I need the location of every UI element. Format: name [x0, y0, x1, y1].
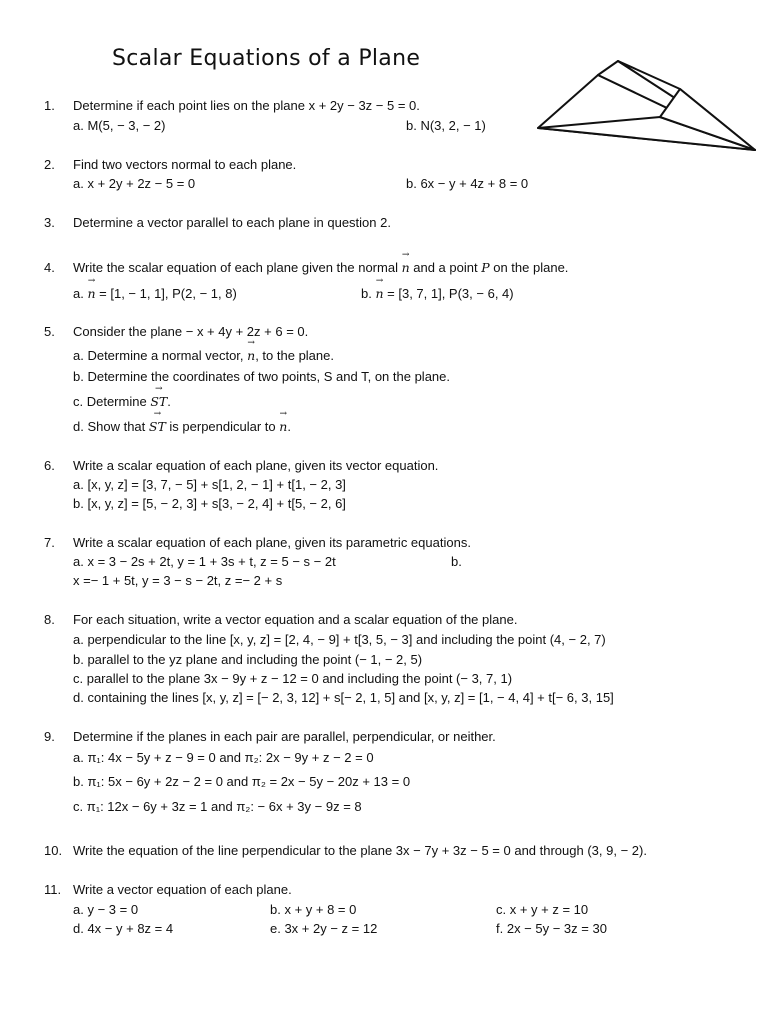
question-2a: a. x + 2y + 2z − 5 = 0	[73, 176, 196, 191]
question-6b: b. [x, y, z] = [5, − 2, 3] + s[3, − 2, 4] + t[5, − 2, 6]	[73, 496, 346, 511]
question-number: 10.	[44, 843, 63, 858]
question-number: 11.	[44, 882, 62, 897]
question-11d: d. 4x − y + 8z = 4	[73, 921, 174, 936]
question-2-text: Find two vectors normal to each plane.	[73, 157, 297, 172]
question-11e: e. 3x + 2y − z = 12	[270, 921, 378, 936]
question-9-text: Determine if the planes in each pair are parallel, perpendicular, or neither.	[73, 729, 496, 744]
question-9c: c. π₁: 12x − 6y + 3z = 1 and π₂: − 6x + 3y − 9z = 8	[73, 799, 362, 814]
question-9b: b. π₁: 5x − 6y + 2z − 2 = 0 and π₂ = 2x − 5y − 20z + 13 = 0	[73, 774, 411, 789]
question-5-text: Consider the plane − x + 4y + 2z + 6 = 0.	[73, 324, 309, 339]
question-number: 7.	[44, 535, 55, 550]
question-10-text: Write the equation of the line perpendicular to the plane 3x − 7y + 3z − 5 = 0 and through (3, 9, − 2).	[73, 843, 647, 858]
question-number: 2.	[44, 157, 55, 172]
question-8d: d. containing the lines [x, y, z] = [− 2, 3, 12] + s[− 2, 1, 5] and [x, y, z] = [1, − 4, 4] + t[− 6, 3, 15]	[73, 690, 614, 705]
question-number: 9.	[44, 729, 55, 744]
question-5c: c. Determine → ST.	[73, 394, 171, 410]
question-6-text: Write a scalar equation of each plane, given its vector equation.	[73, 458, 439, 473]
question-3-text: Determine a vector parallel to each plane in question 2.	[73, 215, 391, 230]
question-7b: x =− 1 + 5t, y = 3 − s − 2t, z =− 2 + s	[73, 573, 283, 588]
question-7a: a. x = 3 − 2s + 2t, y = 1 + 3s + t, z = 5 − s − 2t	[73, 554, 336, 569]
page-title: Scalar Equations of a Plane	[112, 46, 421, 71]
question-4-text: Write the scalar equation of each plane given the normal → n and a point P on the plane.	[73, 260, 568, 276]
normal-vector-symbol: → n	[402, 260, 410, 276]
question-6a: a. [x, y, z] = [3, 7, − 5] + s[1, 2, − 1] + t[1, − 2, 3]	[73, 477, 346, 492]
question-5d: d. Show that → ST is perpendicular to → n.	[73, 419, 291, 435]
question-11c: c. x + y + z = 10	[496, 902, 589, 917]
question-number: 1.	[44, 98, 55, 113]
question-5a: a. Determine a normal vector, → n, to the plane.	[73, 348, 334, 364]
question-5b: b. Determine the coordinates of two points, S and T, on the plane.	[73, 369, 450, 384]
question-7b-label: b.	[451, 554, 462, 569]
question-8a: a. perpendicular to the line [x, y, z] = [2, 4, − 9] + t[3, 5, − 3] and including the point (4, − 2, 7)	[73, 632, 606, 647]
question-number: 3.	[44, 215, 55, 230]
question-7-text: Write a scalar equation of each plane, given its parametric equations.	[73, 535, 471, 550]
question-1b: b. N(3, 2, − 1)	[406, 118, 486, 133]
question-8c: c. parallel to the plane 3x − 9y + z − 12 = 0 and including the point (− 3, 7, 1)	[73, 671, 513, 686]
question-2b: b. 6x − y + 4z + 8 = 0	[406, 176, 529, 191]
question-11a: a. y − 3 = 0	[73, 902, 139, 917]
paper-airplane-icon	[530, 55, 760, 155]
question-8-text: For each situation, write a vector equation and a scalar equation of the plane.	[73, 612, 518, 627]
question-11b: b. x + y + 8 = 0	[270, 902, 357, 917]
question-number: 4.	[44, 260, 55, 275]
question-number: 6.	[44, 458, 55, 473]
question-8b: b. parallel to the yz plane and including the point (− 1, − 2, 5)	[73, 652, 423, 667]
question-4a: a. → n = [1, − 1, 1], P(2, − 1, 8)	[73, 286, 237, 302]
question-1a: a. M(5, − 3, − 2)	[73, 118, 166, 133]
question-4b: b. → n = [3, 7, 1], P(3, − 6, 4)	[361, 286, 514, 302]
question-9a: a. π₁: 4x − 5y + z − 9 = 0 and π₂: 2x − 9y + z − 2 = 0	[73, 750, 374, 765]
question-number: 8.	[44, 612, 55, 627]
question-11-text: Write a vector equation of each plane.	[73, 882, 292, 897]
question-11f: f. 2x − 5y − 3z = 30	[496, 921, 607, 936]
question-1-text: Determine if each point lies on the plane x + 2y − 3z − 5 = 0.	[73, 98, 420, 113]
question-number: 5.	[44, 324, 55, 339]
